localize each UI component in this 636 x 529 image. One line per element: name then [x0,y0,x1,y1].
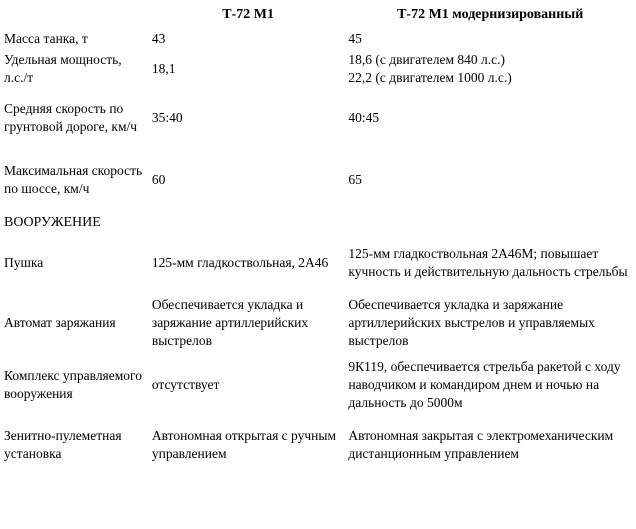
table-row [2,28,634,50]
table-row [2,234,634,292]
value-modernized: Обеспечивается укладка и заряжание артиллерийских выстрелов и управляемых выстрелов [348,297,595,348]
value-modernized: 45 [348,31,362,46]
row-label: Средняя скорость по грунтовой дороге, км/ч [4,101,138,134]
table-header-row [2,2,634,28]
table-row [2,88,634,148]
value-modernized: Автономная закрытая с электромеханическим дистанционным управлением [348,428,614,461]
row-label: Комплекс управляемого вооружения [4,368,143,401]
comparison-table [2,2,634,474]
header-t72m1: Т-72 М1 [222,7,274,22]
row-label: Максимальная скорость по шоссе, км/ч [4,163,143,196]
value-modernized [346,50,634,88]
row-label: Автомат заряжания [4,315,116,330]
row-label: Зенитно-пулеметная установка [4,428,122,461]
table-row [2,292,634,354]
value-t72m1: Обеспечивается укладка и заряжание артиллерийских выстрелов [151,297,309,348]
table-row [2,354,634,416]
header-t72m1-modernized: Т-72 М1 модернизированный [397,7,584,22]
value-t72m1: 125-мм гладкоствольная, 2А46 [151,255,329,270]
table-row [2,148,634,212]
value-modernized: 9К119, обеспечивается стрельба ракетой с ходу наводчиком и командиром днем и ночью на дальность до 5000м [348,359,621,410]
table-row [2,50,634,88]
value-line: 18,6 (с двигателем 840 л.с.) [348,52,505,67]
table-row [2,416,634,474]
value-modernized: 40:45 [348,110,380,125]
value-modernized: 65 [348,172,362,187]
value-t72m1: 43 [151,31,166,46]
header-empty-cell [2,2,150,28]
row-label: Масса танка, т [4,31,88,46]
value-t72m1: 60 [151,172,166,187]
value-modernized: 125-мм гладкоствольная 2А46М; повышает кучность и действительную дальность стрельбы [348,246,628,279]
section-title-armament: ВООРУЖЕНИЕ [4,215,101,230]
section-header-row [2,212,634,234]
row-label: Удельная мощность, л.с./т [4,52,122,85]
value-t72m1: Автономная открытая с ручным управлением [151,428,336,461]
value-t72m1: 18,1 [151,61,176,76]
value-t72m1: отсутствует [151,377,220,392]
row-label: Пушка [4,255,44,270]
value-line: 22,2 (с двигателем 1000 л.с.) [348,70,512,85]
value-t72m1: 35:40 [151,110,183,125]
